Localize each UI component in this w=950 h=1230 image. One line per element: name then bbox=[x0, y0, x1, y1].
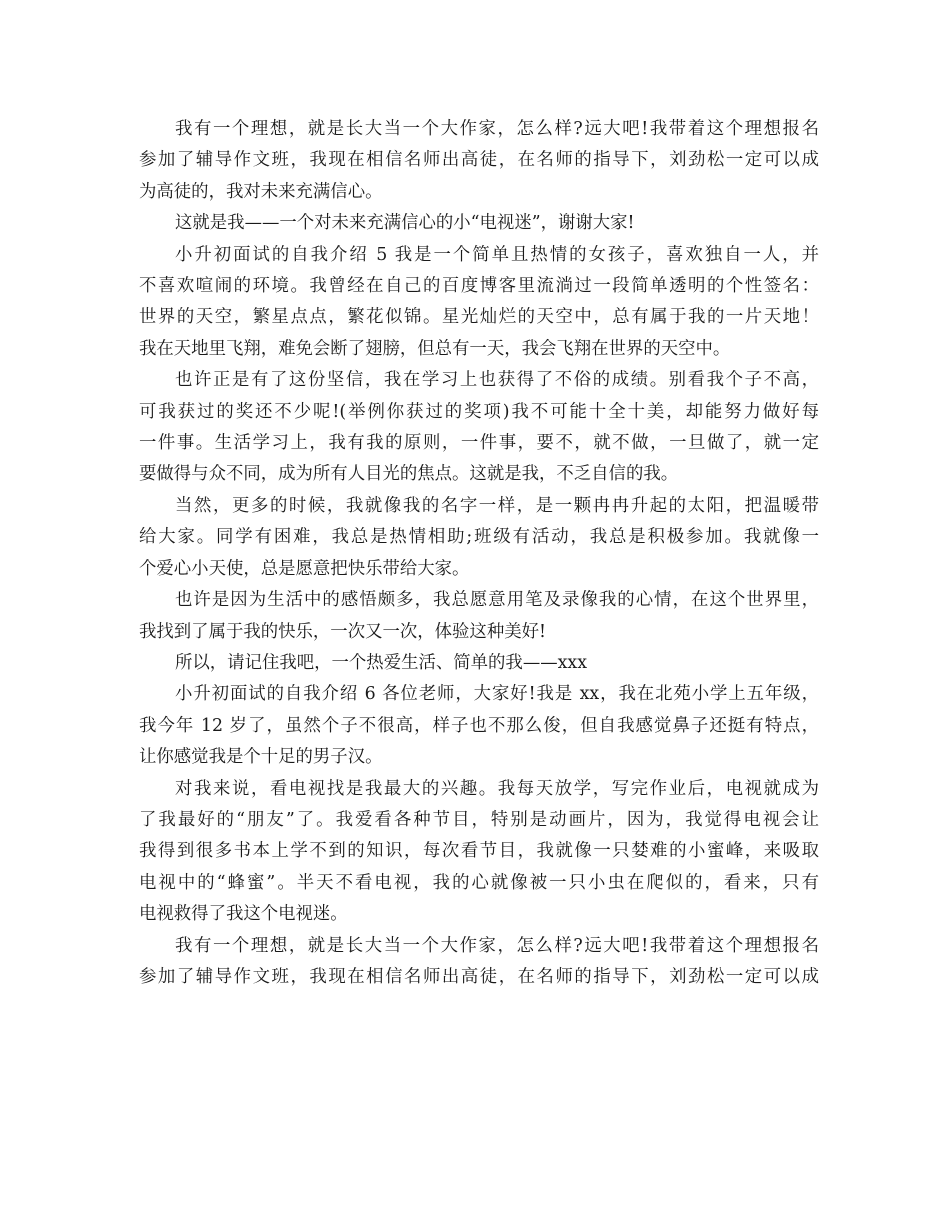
text-line: 要做得与众不同，成为所有人目光的焦点。这就是我，不乏自信的我。 bbox=[139, 464, 679, 485]
text-line: 参加了辅导作文班，我现在相信名师出高徒，在名师的指导下，刘劲松一定可以成 bbox=[139, 150, 819, 171]
text-line: 让你感觉我是个十足的男子汉。 bbox=[139, 747, 383, 768]
text-line: 电视救得了我这个电视迷。 bbox=[139, 904, 348, 925]
paragraph bbox=[139, 648, 819, 679]
text-line: 我有一个理想，就是长大当一个大作家，怎么样?远大吧!我带着这个理想报名 bbox=[175, 119, 819, 139]
text-line: 可我获过的奖还不少呢!(举例你获过的奖项)我不可能十全十美，却能努力做好每 bbox=[139, 401, 819, 422]
document-body bbox=[139, 114, 819, 993]
text-line: 世界的天空，繁星点点，繁花似锦。星光灿烂的天空中，总有属于我的一片天地！ bbox=[139, 307, 819, 328]
paragraph bbox=[139, 208, 819, 239]
text-line: 参加了辅导作文班，我现在相信名师出高徒，在名师的指导下，刘劲松一定可以成 bbox=[139, 966, 819, 987]
text-line: 我在天地里飞翔，难免会断了翅膀，但总有一天，我会飞翔在世界的天空中。 bbox=[139, 338, 731, 359]
paragraph bbox=[139, 365, 819, 491]
paragraph bbox=[139, 679, 819, 773]
text-line: 当然，更多的时候，我就像我的名字一样，是一颗冉冉升起的太阳，把温暖带 bbox=[175, 495, 819, 516]
text-line: 小升初面试的自我介绍 6 各位老师，大家好!我是 xx，我在北苑小学上五年级， bbox=[175, 684, 819, 705]
paragraph bbox=[139, 774, 819, 931]
text-line: 个爱心小天使，总是愿意把快乐带给大家。 bbox=[139, 558, 470, 579]
paragraph bbox=[139, 931, 819, 994]
paragraph bbox=[139, 585, 819, 648]
text-line: 了我最好的“朋友”了。我爱看各种节目，特别是动画片，因为，我觉得电视会让 bbox=[139, 809, 819, 830]
text-line: 我今年 12 岁了，虽然个子不很高，样子也不那么俊，但自我感觉鼻子还挺有特点， bbox=[139, 715, 819, 736]
text-line: 对我来说，看电视找是我最大的兴趣。我每天放学，写完作业后，电视就成为 bbox=[175, 778, 819, 799]
text-line: 电视中的“蜂蜜”。半天不看电视，我的心就像被一只小虫在爬似的，看来，只有 bbox=[139, 872, 819, 893]
text-line: 不喜欢喧闹的环境。我曾经在自己的百度博客里流淌过一段简单透明的个性签名： bbox=[139, 276, 819, 297]
paragraph bbox=[139, 491, 819, 585]
text-line: 给大家。同学有困难，我总是热情相助;班级有活动，我总是积极参加。我就像一 bbox=[139, 527, 819, 548]
text-line: 所以，请记住我吧，一个热爱生活、简单的我——xxx bbox=[175, 652, 588, 673]
text-line: 小升初面试的自我介绍 5 我是一个简单且热情的女孩子，喜欢独自一人，并 bbox=[175, 244, 819, 265]
text-line: 为高徒的，我对未来充满信心。 bbox=[139, 181, 383, 202]
paragraph bbox=[139, 240, 819, 366]
text-line: 也许正是有了这份坚信，我在学习上也获得了不俗的成绩。别看我个子不高， bbox=[175, 370, 819, 391]
text-line: 这就是我——一个对未来充满信心的小“电视迷”，谢谢大家! bbox=[175, 213, 635, 234]
text-line: 也许是因为生活中的感悟颇多，我总愿意用笔及录像我的心情，在这个世界里， bbox=[175, 590, 819, 611]
text-line: 一件事。生活学习上，我有我的原则，一件事，要不，就不做，一旦做了，就一定 bbox=[139, 433, 819, 454]
text-line: 我有一个理想，就是长大当一个大作家，怎么样?远大吧!我带着这个理想报名 bbox=[175, 935, 819, 956]
text-line: 我找到了属于我的快乐，一次又一次，体验这种美好! bbox=[139, 621, 546, 642]
text-line: 我得到很多书本上学不到的知识，每次看节目，我就像一只婪难的小蜜峰，来吸取 bbox=[139, 841, 819, 862]
paragraph bbox=[139, 114, 819, 208]
